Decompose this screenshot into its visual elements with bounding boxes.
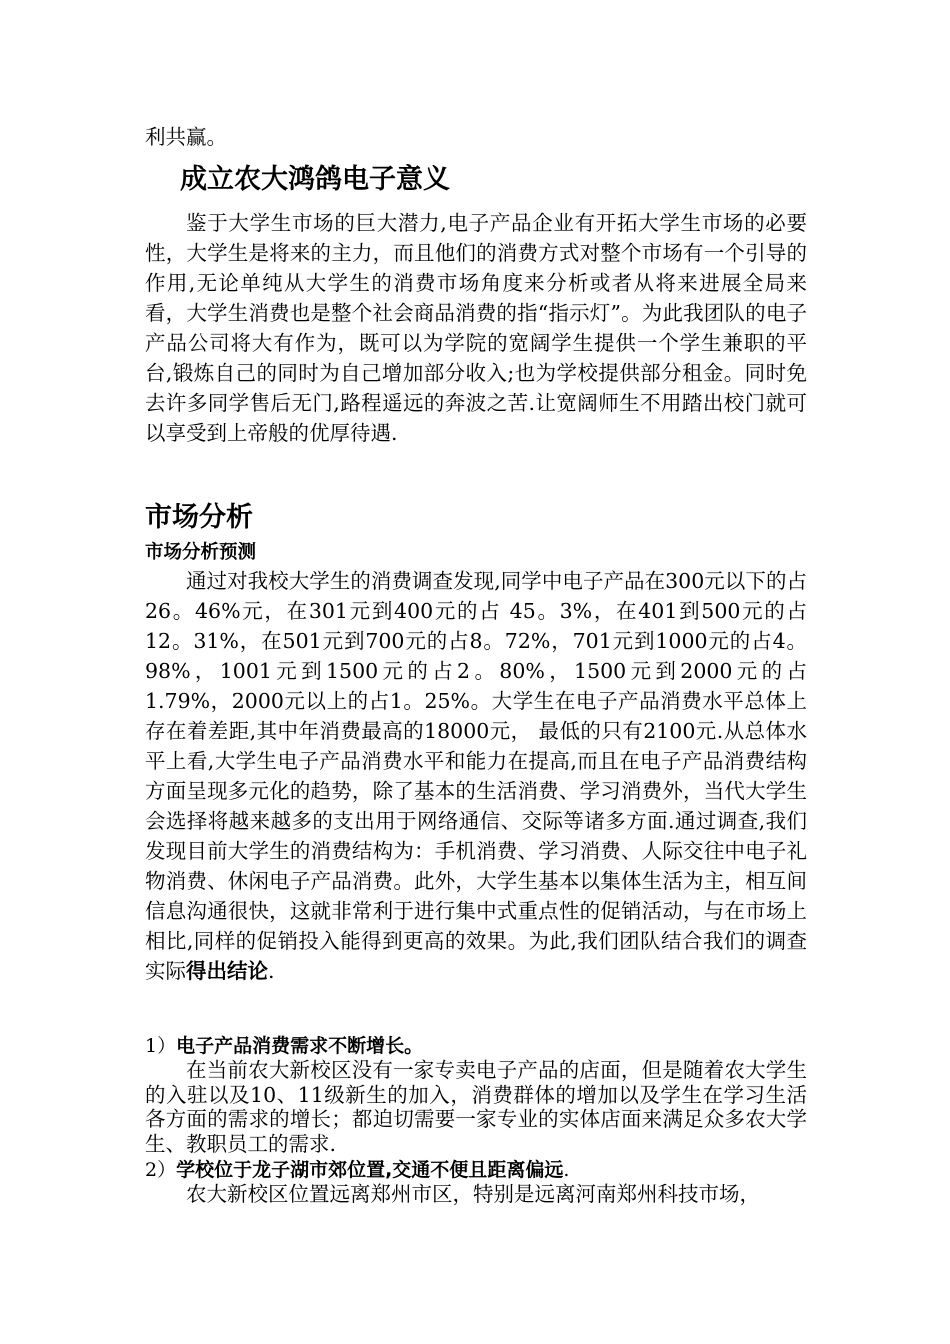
point-2-number: 2） xyxy=(145,1159,177,1181)
point-1-number: 1） xyxy=(145,1035,177,1057)
market-forecast-paragraph xyxy=(145,566,807,986)
point-2-title: 学校位于龙子湖市郊位置,交通不便且距离偏远 xyxy=(176,1159,564,1181)
section-heading-significance: 成立农大鸿鸽电子意义 xyxy=(180,164,450,195)
section-heading-market-analysis: 市场分析 xyxy=(145,502,253,533)
point-1-heading xyxy=(145,1034,423,1058)
point-2-heading xyxy=(145,1158,569,1182)
point-2-body: 农大新校区位置远离郑州市区，特别是远离河南郑州科技市场， xyxy=(186,1182,760,1206)
conclusion-period: . xyxy=(268,959,275,983)
point-2-title-tail: . xyxy=(563,1159,570,1181)
point-1-body: 在当前农大新校区没有一家专卖电子产品的店面，但是随着农大学生的入驻以及10、11级新生的加入，消费群体的增加以及学生在学习生活各方面的需求的增长；都迫切需要一家专业的实体店面来满足众多农大学生、教职员工的需求. xyxy=(145,1058,807,1156)
conclusion-bold-text: 得出结论 xyxy=(186,959,268,983)
significance-paragraph: 鉴于大学生市场的巨大潜力,电子产品企业有开拓大学生市场的必要性，大学生是将来的主力，而且他们的消费方式对整个市场有一个引导的作用,无论单纯从大学生的消费市场角度来分析或者从将来进展全局来看，大学生消费也是整个社会商品消费的指“指示灯”。为此我团队的电子产品公司将大有作为，既可以为学院的宽阔学生提供一个学生兼职的平台,锻炼自己的同时为自己增加部分收入;也为学校提供部分租金。同时免去许多同学售后无门,路程遥远的奔波之苦.让宽阔师生不用踏出校门就可以享受到上帝般的优厚待遇. xyxy=(145,211,807,445)
point-1-title: 电子产品消费需求不断增长。 xyxy=(176,1035,424,1057)
subheading-market-forecast: 市场分析预测 xyxy=(145,542,257,563)
opening-fragment: 利共赢。 xyxy=(145,125,227,149)
market-forecast-text: 通过对我校大学生的消费调查发现,同学中电子产品在300元以下的占26。46%元，在301元到400元的占 45。3%，在401到500元的占12。31%，在501元到700元的占8。72%，701元到1000元的占4。98%，1001元到1500元的占2。80%，1500元到2000元的占 1.79%，2000元以上的占1。25%。大学生在电子产品消费水平总体上存在着差距,其中年消费最高的18000元， 最低的只有2100元.从总体水平上看,大学生电子产品消费水平和能力在提高,而且在电子产品消费结构方面呈现多元化的趋势，除了基本的生活消费、学习消费外，当代大学生会选择将越来越多的支出用于网络通信、交际等诸多方面.通过调查,我们发现目前大学生的消费结构为：手机消费、学习消费、人际交往中电子礼物消费、休闲电子产品消费。此外，大学生基本以集体生活为主，相互间信息沟通很快，这就非常利于进行集中式重点性的促销活动，与在市场上相比,同样的促销投入能得到更高的效果。为此,我们团队结合我们的调查实际 xyxy=(145,569,807,983)
